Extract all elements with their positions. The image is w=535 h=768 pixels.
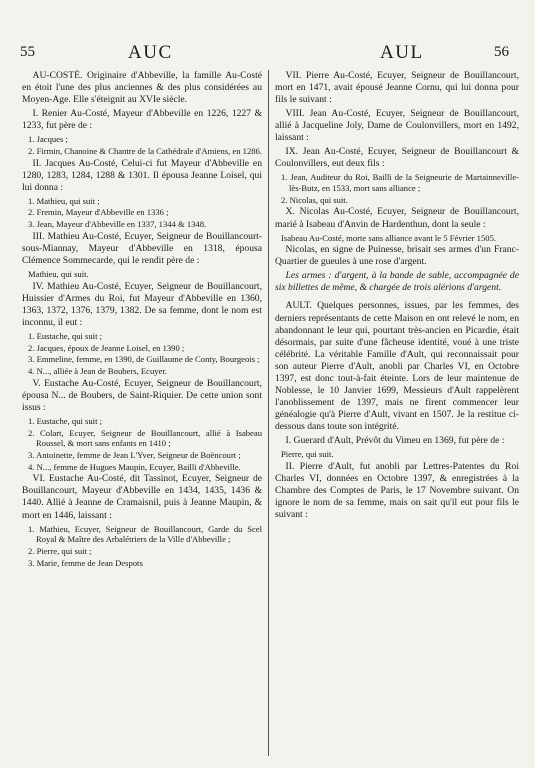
paragraph: VII. Pierre Au-Costé, Ecuyer, Seigneur de Bouillancourt, mort en 1471, avait épousé Jeanne Cornu, qui lui donna pour fils le suivant : [275, 70, 519, 106]
left-running-head: AUC [128, 42, 173, 63]
right-page-number: 56 [494, 44, 509, 60]
list-item: 2. Pierre, qui suit ; [28, 545, 92, 556]
paragraph: IV. Mathieu Au-Costé, Ecuyer, Seigneur de Bouillancourt, Huissier d'Armes du Roi, fut Mayeur d'Abbeville en 1360, 1363, 1372, 1376, 1379, 1382. De sa femme, dont le nom est inconnu, il eut : [22, 280, 262, 328]
list-item: 2. Jacques, époux de Jeanne Loisel, en 1390 ; [28, 342, 185, 353]
right-running-head: AUL [380, 42, 424, 63]
paragraph: III. Mathieu Au-Costé, Ecuyer, Seigneur de Bouillancourt-sous-Miannay, Mayeur d'Abbeville en 1318, épousa Clémence Sommecarde, qui le rendit père de : [22, 230, 262, 266]
paragraph: I. Guerard d'Ault, Prévôt du Vimeu en 1369, fut père de : [285, 434, 505, 446]
left-page-number: 55 [20, 44, 35, 60]
paragraph: AU-COSTÉ. Originaire d'Abbeville, la famille Au-Costé en étoit l'une des plus anciennes & des plus considérées au Moyen-Age. Elle s'éteignit au XVIe siècle. [22, 70, 262, 106]
list-item: 2. Colart, Ecuyer, Seigneur de Bouillancourt, allié à Isabeau Roussel, & mort sans enfants en 1410 ; [28, 427, 262, 449]
column-divider [268, 70, 269, 756]
list-item: 1. Jean, Auditeur du Roi, Bailli de la Seigneurie de Martainneville-lès-Butz, en 1533, mort sans alliance ; [281, 172, 519, 194]
paragraph: II. Jacques Au-Costé, Celui-ci fut Mayeur d'Abbeville en 1280, 1283, 1284, 1288 & 1301. Il épousa Jeanne Loisel, qui lui donna : [22, 157, 262, 193]
list-item: 2. Nicolas, qui suit. [281, 194, 348, 205]
list-item: 1. Jacques ; [28, 134, 68, 145]
list-item: 1. Eustache, qui suit ; [28, 415, 102, 426]
list-item: 1. Eustache, qui suit ; [28, 330, 102, 341]
list-item: 3. Antoinette, femme de Jean L'Yver, Seigneur de Boëncourt ; [28, 449, 241, 460]
list-item: Isabeau Au-Costé, morte sans alliance avant le 5 Février 1505. [281, 232, 497, 243]
list-item: 3. Jean, Mayeur d'Abbeville en 1337, 1344 & 1348. [28, 219, 207, 230]
left-text-column [22, 70, 262, 760]
paragraph: Nicolas, en signe de Puinesse, brisait ses armes d'un Franc-Quartier de gueules à une rose d'argent. [275, 244, 519, 268]
list-item: Mathieu, qui suit. [28, 269, 89, 280]
right-text-column [275, 70, 519, 760]
list-item: 4. N..., femme de Hugues Maupin, Ecuyer, Bailli d'Abbeville. [28, 461, 241, 472]
list-item: 1. Mathieu, qui suit ; [28, 195, 100, 206]
arms-description: Les armes : d'argent, à la bande de sable, accompagnée de six billettes de même, & chargée de trois alérions d'argent. [275, 270, 519, 294]
paragraph: V. Eustache Au-Costé, Ecuyer, Seigneur de Bouillancourt, épousa N... de Boubers, de Saint-Riquier. De cette union sont issus : [22, 377, 262, 413]
list-item: 2. Firmin, Chanoine & Chantre de la Cathédrale d'Amiens, en 1286. [28, 145, 262, 156]
list-item: 1. Mathieu, Ecuyer, Seigneur de Bouillancourt, Garde du Scel Royal & Maître des Arbalétriers de la Ville d'Abbeville ; [28, 523, 262, 545]
paragraph: VI. Eustache Au-Costé, dit Tassinot, Ecuyer, Seigneur de Bouillancourt, Mayeur d'Abbeville en 1434, 1435, 1436 & 1440. Allié à Jeanne de Cramaisnil, puis à Jeanne Maupin, & mort en 1446, laissant : [22, 473, 262, 521]
running-header [0, 40, 535, 70]
paragraph: X. Nicolas Au-Costé, Ecuyer, Seigneur de Bouillancourt, marié à Isabeau d'Anvin de Hardenthun, dont la seule : [275, 206, 519, 230]
paragraph: AULT. Quelques personnes, issues, par les femmes, des derniers représentants de cette Maison en ont relevé le nom, en abandonnant le leur qui, pourtant très-ancien en Picardie, était désormais, par suite d'une fâcheuse identité, voué à une triste célébrité. La véritable Famille d'Ault, qui reconnaissait pour son auteur Pierre d'Ault, anobli par Charles VI, en Octobre 1397, est donc tout-à-fait éteinte. Lors de leur maintenue de Noblesse, le 10 Janvier 1699, Messieurs d'Ault rappelèrent l'anoblissement de 1397, mais ne firent commencer leur généalogie qu'à Pierre d'Ault, vivant en 1507. Je la restitue ci-dessous dans toute son intégrité. [275, 300, 519, 432]
list-item: 2. Fremin, Mayeur d'Abbeville en 1336 ; [28, 207, 169, 218]
list-item: Pierre, qui suit. [281, 449, 334, 460]
list-item: 3. Emmeline, femme, en 1390, de Guillaume de Conty, Bourgeois ; [28, 354, 260, 365]
list-item: 4. N..., alliée à Jean de Boubers, Ecuyer. [28, 366, 167, 377]
paragraph: VIII. Jean Au-Costé, Ecuyer, Seigneur de Bouillancourt, allié à Jacqueline Joly, Dame de Coulonvillers, mort en 1492, laissant : [275, 108, 519, 144]
paragraph: II. Pierre d'Ault, fut anobli par Lettres-Patentes du Roi Charles VI, données en Octobre 1397, & enregistrées à la Chambre des Comptes de Paris, le 17 Novembre suivant. On ignore le nom de sa femme, mais on sait qu'il eut pour fils le suivant : [275, 460, 519, 520]
paragraph: IX. Jean Au-Costé, Ecuyer, Seigneur de Bouillancourt & Coulonvillers, eut deux fils : [275, 146, 519, 170]
paragraph: I. Renier Au-Costé, Mayeur d'Abbeville en 1226, 1227 & 1233, fut père de : [22, 108, 262, 132]
list-item: 3. Marie, femme de Jean Despots [28, 557, 143, 568]
